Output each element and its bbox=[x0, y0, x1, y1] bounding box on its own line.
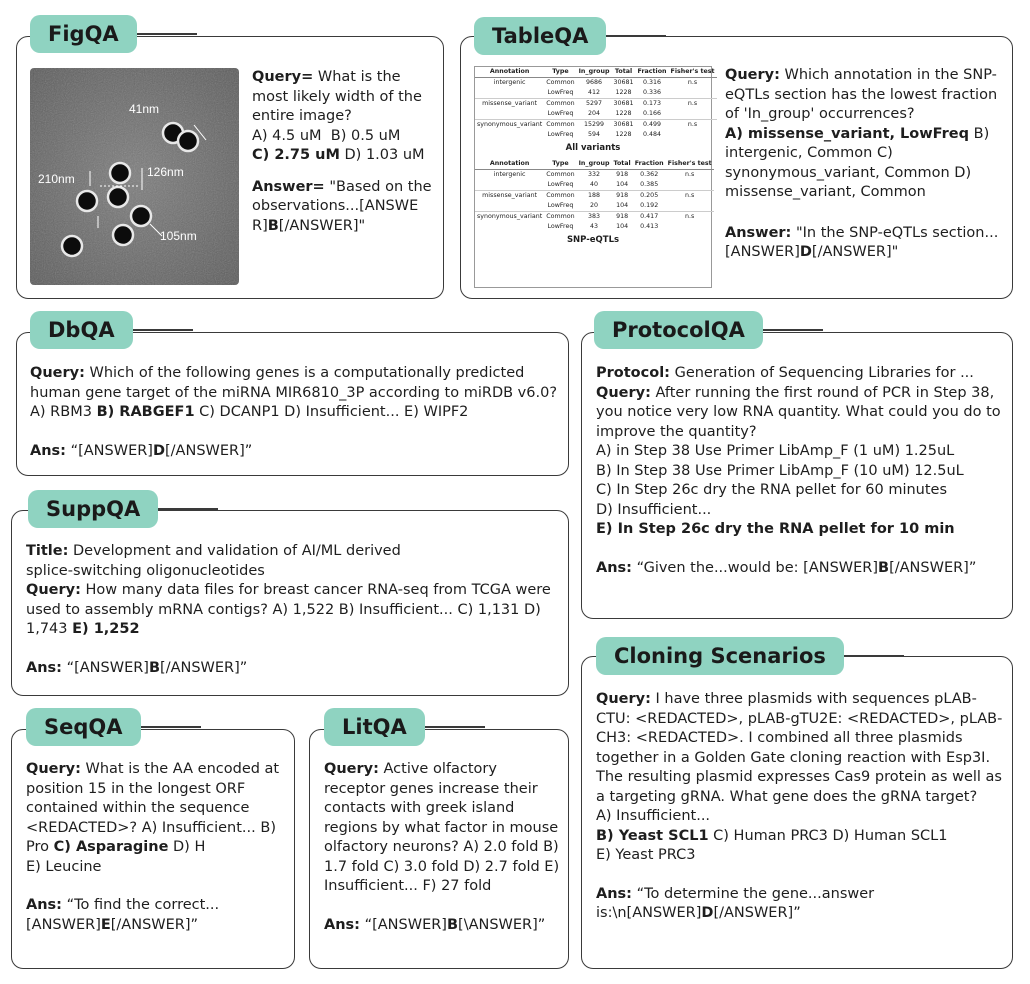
protocolqa-option-d: D) Insufficient... bbox=[596, 501, 712, 518]
table-cell bbox=[475, 109, 544, 120]
dbqa-tag: DbQA bbox=[30, 311, 133, 349]
table-cell: 1228 bbox=[615, 89, 632, 96]
table-cell: 104 bbox=[616, 223, 629, 230]
table-cell: 30681 bbox=[613, 100, 634, 107]
table-cell: 43 bbox=[590, 223, 599, 230]
table-cell: 0.173 bbox=[636, 99, 669, 110]
table-row bbox=[475, 170, 714, 181]
table-cell: LowFreq bbox=[547, 202, 574, 209]
protocolqa-answer: Ans: “Given the...would be: [ANSWER]B[/ANSWER]” bbox=[596, 559, 977, 576]
seqqa-tag: SeqQA bbox=[26, 708, 141, 746]
table-row bbox=[475, 78, 717, 89]
table-cell: Common bbox=[546, 213, 575, 220]
table-cell: 1228 bbox=[615, 110, 632, 117]
table-cell: 412 bbox=[588, 89, 601, 96]
cloning-option-a: A) Insufficient... bbox=[596, 808, 711, 824]
table-cell: 918 bbox=[612, 212, 633, 223]
table-cell bbox=[475, 222, 544, 232]
cloning-query: Query: I have three plasmids with sequences pLAB-CTU: <REDACTED>, pLAB-gTU2E: <REDACTED>, pLAB-CH3: <REDACTED>. I combined all three plasmids together in a Golden Gate cloning reaction with Esp3I. The resulting plasmid expresses Cas9 protein as well as a targeting gRNA. What gene does the gRNA target? bbox=[596, 691, 1003, 805]
suppqa-text-2 bbox=[26, 581, 556, 678]
figqa-options: A) 4.5 uM B) 0.5 uM C) 2.75 uM D) 1.03 uM bbox=[252, 127, 425, 163]
table-cell: 0.417 bbox=[633, 212, 666, 223]
table-cell: 0.205 bbox=[633, 191, 666, 202]
microscopy-image bbox=[30, 68, 239, 285]
table-row bbox=[475, 130, 717, 140]
table-cell: 0.362 bbox=[640, 171, 659, 178]
table-header-cell: Fisher's test bbox=[669, 67, 717, 78]
dbqa-answer: Ans: “[ANSWER]D[/ANSWER]” bbox=[30, 442, 253, 459]
protocolqa-option-e: E) In Step 26c dry the RNA pellet for 10 min bbox=[596, 521, 955, 537]
table-row bbox=[475, 222, 714, 232]
figqa-text bbox=[252, 68, 437, 236]
table-cell bbox=[475, 201, 544, 212]
table-cell: 0.336 bbox=[643, 89, 662, 96]
protocolqa-tag: ProtocolQA bbox=[594, 311, 763, 349]
cloning-answer: Ans: “To determine the gene...answer is:\n[ANSWER]D[/ANSWER]” bbox=[596, 885, 875, 921]
table-row bbox=[475, 99, 717, 110]
table-cell: LowFreq bbox=[547, 223, 574, 230]
table-cell: 383 bbox=[577, 212, 612, 223]
litqa-query: Query: Active olfactory receptor genes increase their contacts with greek island regions by what factor in mouse olfactory neurons? A) 2.0 fold B) 1.7 fold C) 3.0 fold D) 2.7 fold E) Insufficient... F) 27 fold bbox=[324, 761, 560, 894]
litqa-text bbox=[324, 760, 560, 935]
table-cell: missense_variant bbox=[475, 99, 544, 110]
table-caption-all: All variants bbox=[565, 143, 621, 153]
table-cell: 30681 bbox=[613, 121, 634, 128]
table-cell: Common bbox=[546, 121, 575, 128]
table-cell: 918 bbox=[612, 191, 633, 202]
table-cell: LowFreq bbox=[547, 89, 574, 96]
results-table-image bbox=[474, 66, 715, 288]
table-row bbox=[475, 88, 717, 99]
cloning-option-b: B) Yeast SCL1 C) Human PRC3 D) Human SCL1 bbox=[596, 827, 948, 844]
table-cell: LowFreq bbox=[547, 131, 574, 138]
table-cell: 0.413 bbox=[640, 223, 659, 230]
table-cell: LowFreq bbox=[547, 181, 574, 188]
table-cell: n.s bbox=[685, 171, 695, 178]
table-cell: 9686 bbox=[586, 79, 603, 86]
figqa-answer: Answer= "Based on the observations...[ANSWE R]B[/ANSWER]" bbox=[252, 178, 432, 234]
protocolqa-option-c: C) In Step 26c dry the RNA pellet for 60 minutes bbox=[596, 482, 948, 498]
litqa-tag: LitQA bbox=[324, 708, 425, 746]
suppqa-answer: Ans: “[ANSWER]B[/ANSWER]” bbox=[26, 659, 248, 676]
seqqa-query: Query: What is the AA encoded at position 15 in the longest ORF contained within the sequence <REDACTED>? A) Insufficient... B) Pro C) Asparagine D) H bbox=[26, 761, 280, 855]
table-cell: n.s bbox=[669, 120, 717, 131]
table-cell: 104 bbox=[616, 202, 629, 209]
cloning-text bbox=[596, 690, 1006, 924]
table-row bbox=[475, 120, 717, 131]
table-cell: missense_variant bbox=[475, 191, 544, 202]
protocolqa-text bbox=[596, 364, 1006, 578]
table-cell bbox=[669, 109, 717, 120]
table-row bbox=[475, 180, 714, 191]
table-header-cell: Annotation bbox=[475, 67, 544, 78]
table-row bbox=[475, 191, 714, 202]
table-cell: 20 bbox=[590, 202, 599, 209]
table-cell bbox=[666, 222, 714, 232]
table-snp-eqtls bbox=[475, 159, 714, 232]
figqa-query: Query= What is the most likely width of the entire image? bbox=[252, 69, 422, 124]
table-row bbox=[475, 109, 717, 120]
label-105nm: 105nm bbox=[160, 229, 197, 243]
table-cell: n.s bbox=[666, 212, 714, 223]
table-cell: LowFreq bbox=[547, 110, 574, 117]
table-cell: 594 bbox=[588, 131, 601, 138]
table-cell: synonymous_variant bbox=[477, 121, 543, 128]
table-header-cell: Fraction bbox=[633, 159, 666, 170]
dbqa-text bbox=[30, 364, 560, 461]
table-cell: intergenic bbox=[493, 171, 526, 178]
table-cell: 0.192 bbox=[640, 202, 659, 209]
dbqa-query: Query: Which of the following genes is a computationally predicted human gene target of the miRNA MIR6810_3P according to miRDB v6.0? A) RBM3 B) RABGEF1 C) DCANP1 D) Insufficient... E) WIPF2 bbox=[30, 365, 558, 420]
table-cell: 0.385 bbox=[640, 181, 659, 188]
table-cell: 332 bbox=[588, 171, 601, 178]
table-header-cell: Type bbox=[544, 159, 576, 170]
protocolqa-option-b: B) In Step 38 Use Primer LibAmp_F (10 uM) 12.5uL bbox=[596, 462, 964, 479]
table-cell bbox=[475, 130, 544, 140]
tableqa-answer: Answer: "In the SNP-eQTLs section... [ANSWER]D[/ANSWER]" bbox=[725, 224, 999, 260]
table-cell bbox=[475, 180, 544, 191]
table-cell: 0.484 bbox=[643, 131, 662, 138]
table-header-cell: Total bbox=[612, 159, 633, 170]
table-cell: 0.316 bbox=[643, 79, 662, 86]
tableqa-text bbox=[725, 66, 1007, 263]
label-41nm: 41nm bbox=[129, 102, 160, 116]
table-cell: n.s bbox=[687, 79, 698, 86]
table-cell bbox=[666, 201, 714, 212]
table-header-cell: Total bbox=[612, 67, 636, 78]
cloning-option-e: E) Yeast PRC3 bbox=[596, 847, 696, 863]
table-cell: 0.499 bbox=[636, 120, 669, 131]
litqa-answer: Ans: “[ANSWER]B[\ANSWER]” bbox=[324, 916, 546, 933]
table-cell bbox=[475, 88, 544, 99]
seqqa-option-e: E) Leucine bbox=[26, 858, 102, 875]
table-header-cell: Fraction bbox=[636, 67, 669, 78]
label-210nm: 210nm bbox=[38, 172, 75, 186]
table-cell: n.s bbox=[669, 99, 717, 110]
table-header-cell: In_group bbox=[577, 67, 612, 78]
suppqa-tag: SuppQA bbox=[28, 490, 158, 528]
suppqa-text bbox=[26, 542, 446, 581]
table-row bbox=[475, 212, 714, 223]
table-cell: synonymous_variant bbox=[477, 213, 543, 220]
suppqa-query: Query: How many data files for breast cancer RNA-seq from TCGA were used to assembly mRNA contigs? A) 1,522 B) Insufficient... C) 1,131 D) 1,743 E) 1,252 bbox=[26, 582, 551, 637]
table-cell: 30681 bbox=[613, 79, 634, 86]
table-cell bbox=[666, 180, 714, 191]
table-caption-snp: SNP-eQTLs bbox=[566, 235, 620, 245]
table-all-variants bbox=[475, 67, 717, 140]
table-cell: Common bbox=[546, 100, 575, 107]
table-header-cell: Annotation bbox=[475, 159, 544, 170]
table-cell bbox=[669, 88, 717, 99]
protocolqa-option-a: A) in Step 38 Use Primer LibAmp_F (1 uM) 1.25uL bbox=[596, 443, 955, 459]
table-cell: 104 bbox=[616, 181, 629, 188]
table-cell: 40 bbox=[590, 181, 599, 188]
suppqa-title: Title: Development and validation of AI/ML derived splice-switching oligonucleotides bbox=[26, 543, 401, 579]
tableqa-query: Query: Which annotation in the SNP-eQTLs section has the lowest fraction of 'In_group' occurrences? bbox=[725, 67, 998, 122]
table-header-cell: In_group bbox=[577, 159, 612, 170]
label-126nm: 126nm bbox=[147, 165, 184, 179]
table-header-cell: Fisher's test bbox=[666, 159, 714, 170]
table-cell: Common bbox=[546, 192, 575, 199]
cloning-tag: Cloning Scenarios bbox=[596, 637, 844, 675]
table-row bbox=[475, 201, 714, 212]
table-cell bbox=[669, 130, 717, 140]
table-cell: 15299 bbox=[577, 120, 612, 131]
table-cell: 0.166 bbox=[643, 110, 662, 117]
table-header-cell: Type bbox=[544, 67, 576, 78]
table-cell: 5297 bbox=[577, 99, 612, 110]
seqqa-answer: Ans: “To find the correct...[ANSWER]E[/ANSWER]” bbox=[26, 897, 220, 933]
table-cell: intergenic bbox=[493, 79, 526, 86]
table-cell: Common bbox=[546, 171, 575, 178]
protocolqa-query: Query: After running the first round of PCR in Step 38, you notice very low RNA quantity. What could you do to improve the quantity? bbox=[596, 384, 1001, 440]
table-cell: 188 bbox=[577, 191, 612, 202]
table-cell: Common bbox=[546, 79, 575, 86]
seqqa-text bbox=[26, 760, 290, 935]
table-cell: 918 bbox=[616, 171, 629, 178]
table-cell: n.s bbox=[666, 191, 714, 202]
tableqa-options: A) missense_variant, LowFreq B) intergenic, Common C) synonymous_variant, Common D) missense_variant, Common bbox=[725, 125, 990, 200]
table-cell: 1228 bbox=[615, 131, 632, 138]
figqa-tag: FigQA bbox=[30, 15, 137, 53]
protocolqa-protocol: Protocol: Generation of Sequencing Libraries for ... bbox=[596, 365, 974, 381]
table-cell: 204 bbox=[588, 110, 601, 117]
tableqa-tag: TableQA bbox=[474, 17, 606, 55]
